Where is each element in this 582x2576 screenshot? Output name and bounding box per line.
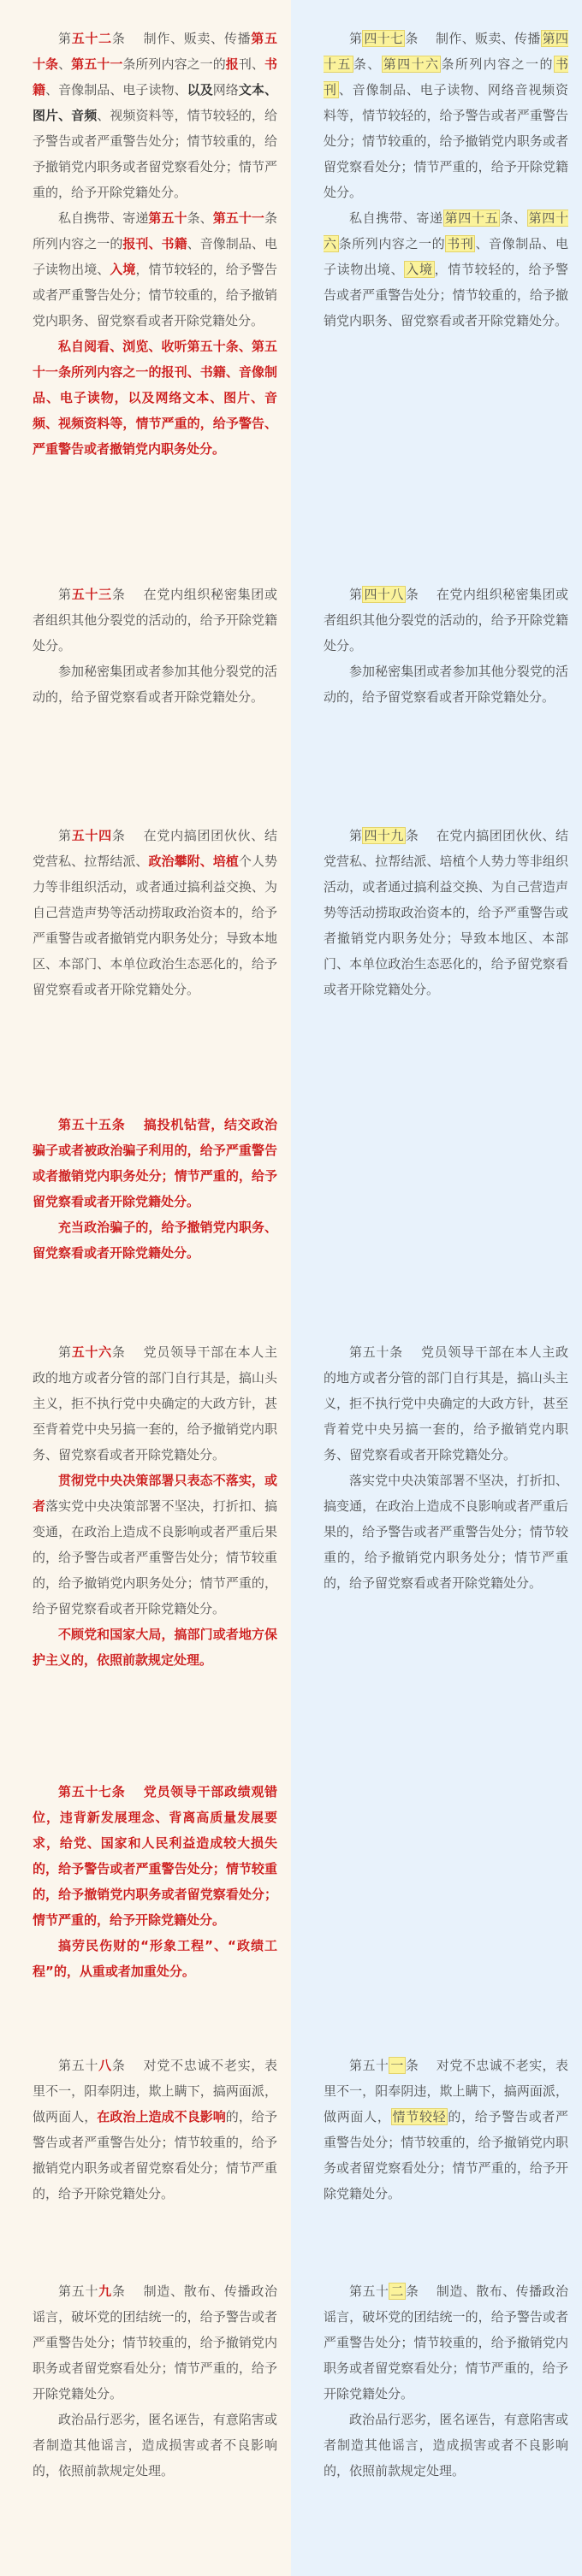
article-paragraph	[33, 823, 277, 1002]
text-run: 第	[349, 587, 363, 602]
changed-text: 情节较轻	[392, 2109, 447, 2124]
revised-text: 八	[98, 2058, 112, 2073]
article-subparagraph	[33, 205, 277, 334]
article-subparagraph	[33, 1622, 277, 1673]
revised-text: 书籍	[33, 56, 277, 97]
article-block	[33, 582, 277, 710]
text-run: 私自携带、寄递	[349, 210, 443, 226]
article-block	[324, 2278, 568, 2484]
article-paragraph	[33, 2278, 277, 2407]
text-run: 第五十条 党员领导干部在本人主政的地方或者分管的部门自行其是，搞山头主义，拒不执行党中央确定的大政方针，甚至背着党中央另搞一套的，给予撤销党内职务、留党察看或者开除党籍处分。	[324, 1344, 568, 1462]
text-run: 个人势力等非组织活动，或者通过搞利益交换、为自己营造声势等活动捞取政治资本的，给予严重警告或者撤销党内职务处分；导致本地区、本部门、本单位政治生态恶化的，给予留党察看或者开除党籍处分。	[33, 854, 277, 997]
article-block	[33, 1112, 277, 1266]
changed-text: 书刊	[324, 56, 568, 97]
revised-text: 贯彻党中央决策部署只表态不落实，或者	[33, 1473, 277, 1514]
revised-text: 第五十一	[212, 210, 264, 226]
text-run: 政治品行恶劣，匿名诬告，有意陷害或者制造其他谣言，造成损害或者不良影响的，依照前款规定处理。	[324, 2412, 568, 2479]
article-subparagraph	[33, 659, 277, 710]
text-run: 条 制作、贩卖、传播	[111, 31, 252, 46]
changed-text: 四十八	[364, 587, 404, 602]
text-run: 第五十	[58, 2058, 99, 2073]
text-run: 条所列内容之一的	[33, 210, 277, 251]
changed-text: 第四十五	[444, 210, 499, 226]
text-run: 条 对党不忠诚不老实，表里不一，阳奉阴违，欺上瞒下，搞两面派，做两面人，	[324, 2058, 568, 2124]
text-run: 条所列内容之一的	[122, 56, 226, 72]
revised-text: 搞劳民伤财的“形象工程”、“政绩工程”的，从重或者加重处分。	[33, 1938, 277, 1979]
changed-text: 入境	[406, 262, 433, 277]
revised-text: 五十二	[71, 31, 112, 46]
text-run: 第五十	[349, 2058, 389, 2073]
article-subparagraph	[324, 659, 568, 710]
text-run: 条 在党内搞团团伙伙、结党营私、拉帮结派、	[33, 828, 277, 869]
text-run: 第五十	[58, 2284, 99, 2299]
text-run: 的，给予警告或者严重警告处分；情节较重的，给予撤销党内职务或者留党察看处分；情节严重的，给予开除党籍处分。	[324, 2109, 568, 2201]
article-subparagraph	[33, 1468, 277, 1622]
text-run: 以及	[187, 82, 213, 97]
changed-text: 书刊	[447, 236, 474, 251]
revised-text: 九	[98, 2284, 112, 2299]
text-run: 刊、	[238, 56, 264, 72]
text-run: 落实党中央决策部署不坚决，打折扣、搞变通，在政治上造成不良影响或者严重后果的，给予警告或者严重警告处分；情节较重的，给予撤销党内职务处分；情节严重的，给予留党察看或者开除党籍处分。	[324, 1473, 568, 1591]
text-run: 条 制造、散布、传播政治谣言，破坏党的团结统一的，给予警告或者严重警告处分；情节较重的，给予撤销党内职务或者留党察看处分；情节严重的，给予开除党籍处分。	[33, 2284, 277, 2402]
revised-text: 第五十条	[33, 31, 277, 72]
text-run: 第五十	[349, 2284, 389, 2299]
text-run: ，情节较轻的，给予警告或者严重警告处分；情节较重的，给予撤销党内职务、留党察看或者开除党籍处分。	[324, 262, 568, 328]
revised-text: 政治攀附、培植	[148, 854, 239, 869]
text-run: 条所列内容之一的	[441, 56, 554, 72]
text-run: 条所列内容之一的	[338, 236, 446, 251]
text-run: 、视频资料等，情节较轻的，给予警告或者严重警告处分；情节较重的，给予撤销党内职务或者留党察看处分；情节严重的，给予开除党籍处分。	[33, 108, 277, 200]
text-run: 、音像制品、电子读物、	[45, 82, 187, 97]
text-run: 的，给予警告或者严重警告处分；情节较重的，给予撤销党内职务或者留党察看处分；情节严重的，给予开除党籍处分。	[33, 2109, 277, 2201]
article-subparagraph	[324, 2407, 568, 2484]
article-block	[324, 1339, 568, 1596]
revised-text: 五十六	[71, 1344, 112, 1360]
changed-text: 四十九	[364, 828, 404, 843]
changed-text: 二	[390, 2284, 404, 2299]
revised-text: 私自阅看、浏览、收听第五十条、第五十一条所列内容之一的报刊、书籍、音像制品、电子读物，以及网络文本、图片、音频、视频资料等，情节严重的，给予警告、严重警告或者撤销党内职务处分。	[33, 339, 277, 457]
text-run: 、	[58, 56, 72, 72]
revised-text: 第五十一	[71, 56, 123, 72]
text-run: 条 在党内组织秘密集团或者组织其他分裂党的活动的，给予开除党籍处分。	[324, 587, 568, 653]
revised-text: 入境	[110, 262, 136, 277]
article-paragraph	[324, 823, 568, 1002]
changed-text: 一	[390, 2058, 404, 2073]
text-run: 条 制造、散布、传播政治谣言，破坏党的团结统一的，给予警告或者严重警告处分；情节较重的，给予撤销党内职务或者留党察看处分；情节严重的，给予开除党籍处分。	[324, 2284, 568, 2402]
revised-text: 在政治上造成不良影响	[97, 2109, 226, 2124]
article-block	[33, 26, 277, 462]
article-subparagraph	[324, 205, 568, 334]
article-paragraph	[324, 2278, 568, 2407]
article-subparagraph	[33, 1214, 277, 1266]
article-paragraph	[324, 1339, 568, 1468]
text-run: 条 党员领导干部在本人主政的地方或者分管的部门自行其是，搞山头主义，拒不执行党中央确定的大政方针，甚至背着党中央另搞一套的，给予撤销党内职务、留党察看或者开除党籍处分。	[33, 1344, 277, 1462]
text-run: 条 制作、贩卖、传播	[405, 31, 541, 46]
text-run: 第	[58, 828, 72, 843]
text-run: 条、	[500, 210, 527, 226]
article-paragraph	[324, 582, 568, 659]
changed-text: 第四十六	[383, 56, 440, 72]
text-run: 条、	[353, 56, 382, 72]
text-run: 第	[349, 31, 363, 46]
revised-text: 五十三	[71, 587, 112, 602]
changed-text: 第四十五	[324, 31, 568, 72]
text-run: 网络	[212, 82, 239, 97]
article-paragraph	[33, 582, 277, 659]
revised-text: 五十四	[71, 828, 112, 843]
revised-text: 第五十七条 党员领导干部政绩观错位，违背新发展理念、背离高质量发展要求，给党、国家和人民利益造成较大损失的，给予警告或者严重警告处分；情节较重的，给予撤销党内职务或者留党察看处分；情节严重的，给予开除党籍处分。	[33, 1784, 277, 1928]
changed-text: 第四十六	[324, 210, 568, 251]
text-run: 第	[58, 31, 72, 46]
text-run: 参加秘密集团或者参加其他分裂党的活动的，给予留党察看或者开除党籍处分。	[324, 664, 568, 705]
text-run: 政治品行恶劣，匿名诬告，有意陷害或者制造其他谣言，造成损害或者不良影响的，依照前款规定处理。	[33, 2412, 277, 2479]
changed-text: 四十七	[364, 31, 404, 46]
article-block	[324, 582, 568, 710]
text-run: 落实党中央决策部署不坚决，打折扣、搞变通，在政治上造成不良影响或者严重后果的，给予警告或者严重警告处分；情节较重的，给予撤销党内职务处分；情节严重的，给予留党察看或者开除党籍处分。	[33, 1498, 277, 1616]
article-block	[324, 26, 568, 334]
article-paragraph	[33, 26, 277, 205]
article-block	[33, 823, 277, 1002]
text-run: 第	[58, 587, 72, 602]
text-run: 条、	[187, 210, 213, 226]
revised-text: 第五十五条 搞投机钻营，结交政治骗子或者被政治骗子利用的，给予严重警告或者撤销党内职务处分；情节严重的，给予留党察看或者开除党籍处分。	[33, 1117, 277, 1209]
text-run: ，情节较轻的，给予警告或者严重警告处分；情节较重的，给予撤销党内职务、留党察看或者开除党籍处分。	[33, 262, 277, 328]
revised-text: 不顾党和国家大局，搞部门或者地方保护主义的，依照前款规定处理。	[33, 1627, 277, 1668]
text-run: 第	[58, 1344, 72, 1360]
revised-text: 充当政治骗子的，给予撤销党内职务、留党察看或者开除党籍处分。	[33, 1220, 277, 1261]
article-paragraph	[33, 1112, 277, 1214]
text-run: 第	[349, 828, 363, 843]
article-block	[33, 2053, 277, 2207]
text-run: 、音像制品、电子读物出境、	[324, 236, 568, 277]
text-run: 、音像制品、电子读物出境、	[33, 236, 277, 277]
old-version-column	[291, 0, 582, 2576]
revised-text: 第五十	[148, 210, 187, 226]
article-block	[324, 823, 568, 1002]
article-paragraph	[324, 26, 568, 205]
article-paragraph	[33, 1339, 277, 1468]
text-run: 文本、图片、音频	[33, 82, 277, 123]
article-subparagraph	[33, 334, 277, 462]
text-run: 条 在党内组织秘密集团或者组织其他分裂党的活动的，给予开除党籍处分。	[33, 587, 277, 653]
article-paragraph	[33, 1779, 277, 1933]
article-block	[324, 2053, 568, 2207]
text-run: 参加秘密集团或者参加其他分裂党的活动的，给予留党察看或者开除党籍处分。	[33, 664, 277, 705]
revised-text: 报刊、书籍	[122, 236, 187, 251]
article-block	[33, 1779, 277, 1984]
text-run: 条 在党内搞团团伙伙、结党营私、拉帮结派、培植个人势力等非组织活动，或者通过搞利益交换、为自己营造声势等活动捞取政治资本的，给予严重警告或者撤销党内职务处分；导致本地区、本部门、本单位政治生态恶化的，给予留党察看或者开除党籍处分。	[324, 828, 568, 997]
article-subparagraph	[33, 1933, 277, 1984]
article-subparagraph	[324, 1468, 568, 1596]
article-block	[33, 2278, 277, 2484]
text-run: 私自携带、寄递	[58, 210, 149, 226]
revised-text: 报	[225, 56, 239, 72]
article-block	[33, 1339, 277, 1673]
article-paragraph	[33, 2053, 277, 2207]
article-paragraph	[324, 2053, 568, 2207]
article-subparagraph	[33, 2407, 277, 2484]
text-run: 、音像制品、电子读物、网络音视频资料等，情节较轻的，给予警告或者严重警告处分；情节较重的，给予撤销党内职务或者留党察看处分；情节严重的，给予开除党籍处分。	[324, 82, 568, 200]
text-run: 条 对党不忠诚不老实，表里不一，阳奉阴违，欺上瞒下，搞两面派，做两面人，	[33, 2058, 277, 2124]
